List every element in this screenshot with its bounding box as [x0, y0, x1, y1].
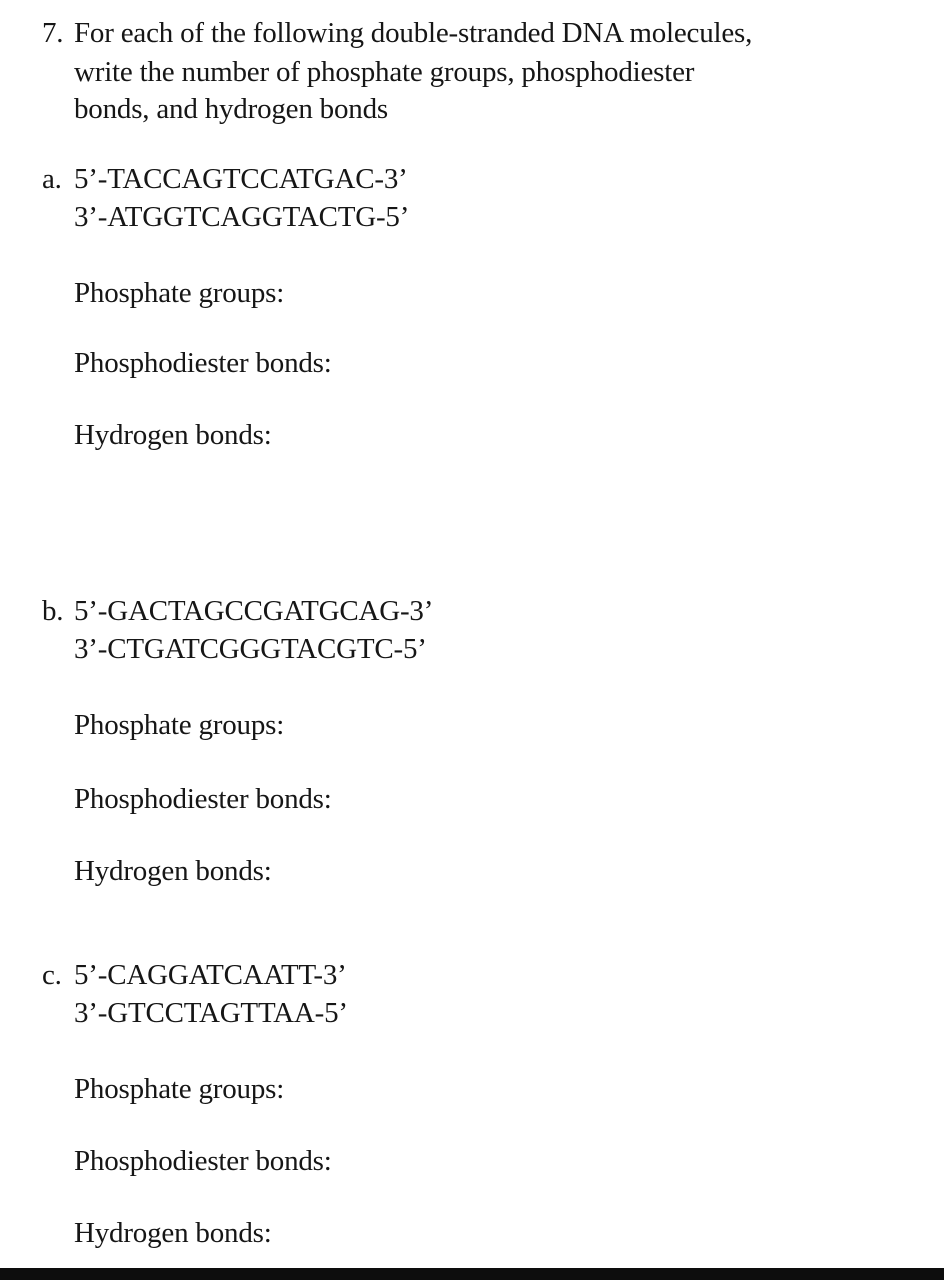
part-c-strand-top: 5’-CAGGATCAATT-3’ [74, 959, 347, 991]
part-a-label: a. [42, 163, 62, 195]
part-b-label: b. [42, 595, 64, 627]
part-b-strand-top: 5’-GACTAGCCGATGCAG-3’ [74, 595, 434, 627]
part-c-phosphodiester-label: Phosphodiester bonds: [74, 1145, 332, 1177]
question-number: 7. [42, 17, 64, 49]
part-a-phosphate-label: Phosphate groups: [74, 277, 285, 309]
question-text-line-1: For each of the following double-stranded DNA molecules, [74, 17, 753, 49]
bottom-border [0, 1268, 944, 1280]
part-c-phosphate-label: Phosphate groups: [74, 1073, 285, 1105]
part-a-strand-top: 5’-TACCAGTCCATGAC-3’ [74, 163, 408, 195]
part-c-label: c. [42, 959, 62, 991]
part-c-strand-bottom: 3’-GTCCTAGTTAA-5’ [74, 997, 348, 1029]
part-a-strand-bottom: 3’-ATGGTCAGGTACTG-5’ [74, 201, 410, 233]
question-text-line-3: bonds, and hydrogen bonds [74, 93, 388, 125]
part-a-hydrogen-label: Hydrogen bonds: [74, 419, 272, 451]
part-b-strand-bottom: 3’-CTGATCGGGTACGTC-5’ [74, 633, 427, 665]
part-a-phosphodiester-label: Phosphodiester bonds: [74, 347, 332, 379]
part-b-hydrogen-label: Hydrogen bonds: [74, 855, 272, 887]
part-b-phosphate-label: Phosphate groups: [74, 709, 285, 741]
question-text-line-2: write the number of phosphate groups, phosphodiester [74, 56, 695, 88]
part-b-phosphodiester-label: Phosphodiester bonds: [74, 783, 332, 815]
part-c-hydrogen-label: Hydrogen bonds: [74, 1217, 272, 1249]
